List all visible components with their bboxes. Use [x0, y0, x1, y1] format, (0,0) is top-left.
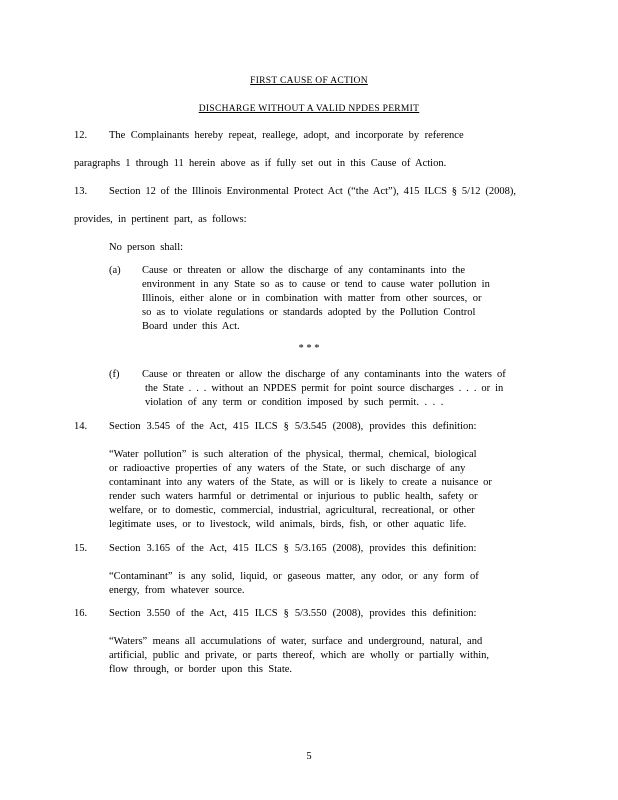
- page-number: 5: [306, 751, 312, 762]
- definition-quote-line: contaminant into any waters of the State, as will or is likely to create a nuisance or: [109, 477, 492, 488]
- definition-quote-line: legitimate uses, or to livestock, wild animals, birds, fish, or other aquatic life.: [109, 519, 467, 530]
- statute-item-f-label: (f): [109, 369, 120, 380]
- definition-quote-line: welfare, or to domestic, commercial, industrial, agricultural, recreational, or other: [109, 505, 475, 516]
- statute-item-a-line: Board under this Act.: [142, 321, 240, 332]
- definition-quote-line: “Water pollution” is such alteration of the physical, thermal, chemical, biological: [109, 449, 477, 460]
- definition-quote-line: energy, from whatever source.: [109, 585, 245, 596]
- statute-item-f-line: violation of any term or condition imposed by such permit. . . .: [145, 397, 444, 408]
- paragraph-12-line-1: The Complainants hereby repeat, reallege, adopt, and incorporate by reference: [109, 130, 464, 141]
- statute-item-f-line: the State . . . without an NPDES permit for point source discharges . . . or in: [145, 383, 504, 394]
- definition-quote-line: “Waters” means all accumulations of water, surface and underground, natural, and: [109, 636, 483, 647]
- statute-item-a-line: Illinois, either alone or in combination with matter from other sources, or: [142, 293, 482, 304]
- section-heading-discharge: DISCHARGE WITHOUT A VALID NPDES PERMIT: [198, 104, 420, 114]
- section-heading-first-cause: FIRST CAUSE OF ACTION: [250, 76, 368, 86]
- paragraph-number-16: 16.: [74, 608, 88, 619]
- paragraph-16-line-1: Section 3.550 of the Act, 415 ILCS § 5/3.550 (2008), provides this definition:: [109, 608, 477, 619]
- definition-quote-line: artificial, public and private, or parts thereof, which are wholly or partially within,: [109, 650, 490, 661]
- paragraph-15-line-1: Section 3.165 of the Act, 415 ILCS § 5/3.165 (2008), provides this definition:: [109, 543, 477, 554]
- statute-item-f-line: Cause or threaten or allow the discharge of any contaminants into the waters of: [142, 369, 506, 380]
- paragraph-13-line-1: Section 12 of the Illinois Environmental Protect Act (“the Act”), 415 ILCS § 5/12 (2008),: [109, 186, 516, 197]
- definition-quote-line: flow through, or border upon this State.: [109, 664, 293, 675]
- paragraph-number-13: 13.: [74, 186, 88, 197]
- statute-item-a-line: environment in any State so as to cause or tend to cause water pollution in: [142, 279, 490, 290]
- definition-quote-line: render such waters harmful or detrimental or injurious to public health, safety or: [109, 491, 478, 502]
- definition-quote-line: “Contaminant” is any solid, liquid, or gaseous matter, any odor, or any form of: [109, 571, 479, 582]
- statute-item-a-label: (a): [109, 265, 121, 276]
- statute-intro: No person shall:: [109, 242, 184, 253]
- paragraph-number-14: 14.: [74, 421, 88, 432]
- paragraph-number-12: 12.: [74, 130, 88, 141]
- statute-item-a-line: Cause or threaten or allow the discharge of any contaminants into the: [142, 265, 465, 276]
- paragraph-12-line-2: paragraphs 1 through 11 herein above as if fully set out in this Cause of Action.: [74, 158, 447, 169]
- omission-stars: * * *: [298, 343, 320, 354]
- statute-item-a-line: so as to violate regulations or standards adopted by the Pollution Control: [142, 307, 476, 318]
- paragraph-13-line-2: provides, in pertinent part, as follows:: [74, 214, 247, 225]
- paragraph-number-15: 15.: [74, 543, 88, 554]
- paragraph-14-line-1: Section 3.545 of the Act, 415 ILCS § 5/3.545 (2008), provides this definition:: [109, 421, 477, 432]
- definition-quote-line: or radioactive properties of any waters of the State, or such discharge of any: [109, 463, 466, 474]
